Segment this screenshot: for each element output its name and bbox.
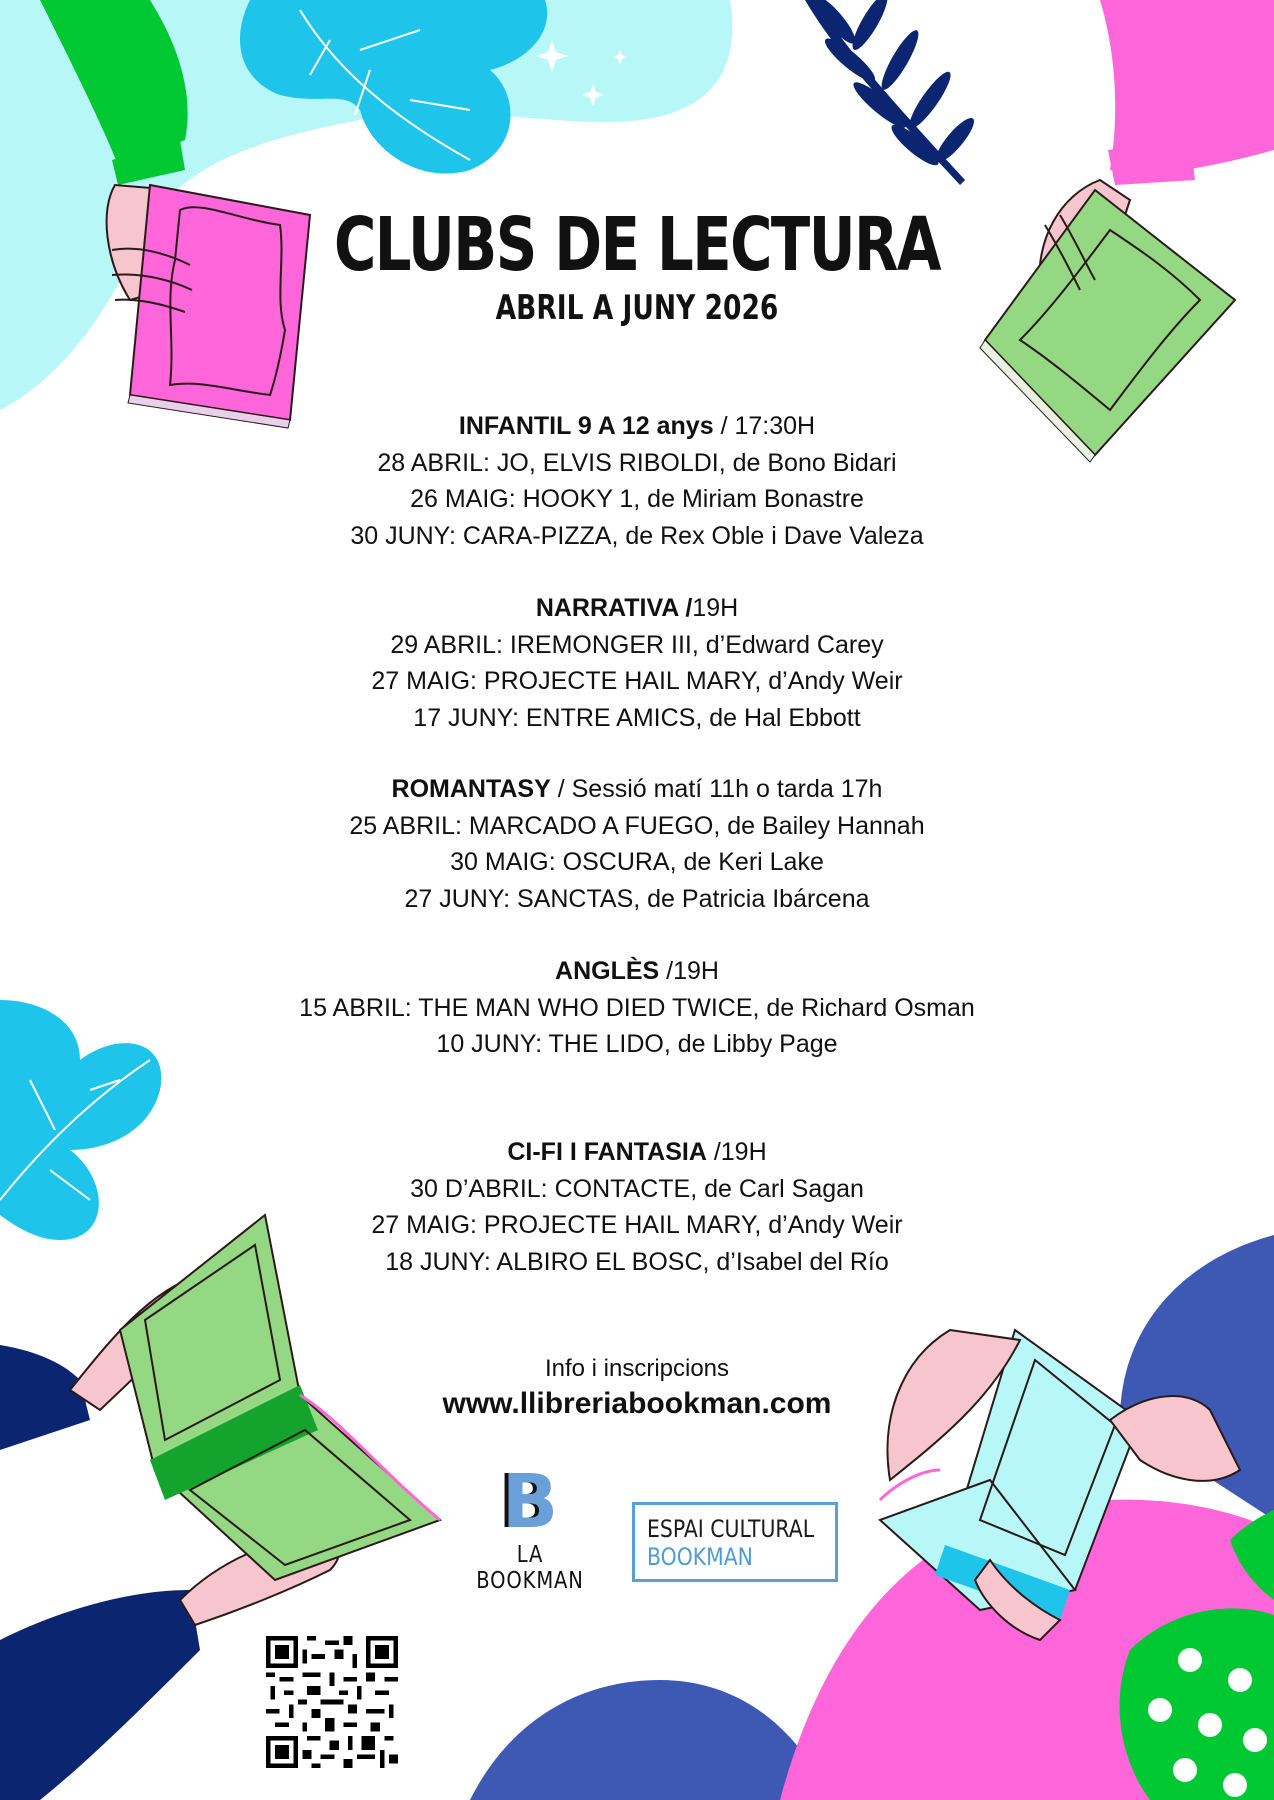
club-schedule: / Sessió matí 11h o tarda 17h [550,775,883,803]
club-schedule: /19H [659,957,719,985]
session-line: 27 JUNY: SANCTAS, de Patricia Ibárcena [404,884,870,913]
club-name: INFANTIL 9 A 12 anys [458,412,714,440]
club-schedule: /19H [706,1138,767,1166]
club-name: ANGLÈS [555,957,660,985]
session-line: 27 MAIG: PROJECTE HAIL MARY, d’Andy Weir [371,667,903,695]
club-schedule: 19H [692,594,739,622]
club-romantasy [0,771,1274,917]
session-line: 17 JUNY: ENTRE AMICS, de Hal Ebbott [413,703,861,732]
session-line: 18 JUNY: ALBIRO EL BOSC, d’Isabel del Río [385,1247,889,1276]
espai-line2: BOOKMAN [647,1543,753,1571]
club-narrativa [0,590,1274,736]
club-name: ROMANTASY [391,775,551,803]
espai-line1: ESPAI CULTURAL [647,1515,815,1543]
club-angles [0,953,1274,1063]
session-line: 30 JUNY: CARA-PIZZA, de Rex Oble i Dave Valeza [350,521,924,550]
session-line: 28 ABRIL: JO, ELVIS RIBOLDI, de Bono Bidari [377,448,897,477]
club-name: NARRATIVA / [535,594,693,622]
club-schedule: / 17:30H [713,412,816,440]
session-line: 10 JUNY: THE LIDO, de Libby Page [436,1030,838,1058]
page-subtitle: ABRIL A JUNY 2026 [495,288,779,328]
session-line: 27 MAIG: PROJECTE HAIL MARY, d’Andy Weir [371,1211,903,1239]
info-label: Info i inscripcions [544,1355,730,1382]
club-cifi-fantasia [0,1134,1274,1280]
bookman-mark: B [501,1459,559,1545]
session-line: 30 MAIG: OSCURA, de Keri Lake [450,848,824,876]
session-line: 29 ABRIL: IREMONGER III, d’Edward Carey [390,630,884,659]
royal-blue-blob-bottom [470,1680,830,1800]
bookman-name: LA BOOKMAN [476,1542,584,1594]
session-line: 30 D’ABRIL: CONTACTE, de Carl Sagan [410,1174,864,1203]
palm-leaf-icon [805,0,979,185]
session-line: 26 MAIG: HOOKY 1, de Miriam Bonastre [410,485,864,513]
session-line: 25 ABRIL: MARCADO A FUEGO, de Bailey Hannah [349,811,925,840]
leaf-icon [240,0,547,174]
la-bookman-logo [455,1459,605,1594]
club-infantil [0,408,1274,554]
session-line: 15 ABRIL: THE MAN WHO DIED TWICE, de Richard Osman [299,993,975,1022]
website-link[interactable]: www.llibreriabookman.com [442,1387,832,1420]
espai-cultural-logo [632,1502,838,1582]
club-name: CI-FI I FANTASIA [507,1138,707,1166]
qr-code-icon[interactable] [266,1636,398,1768]
page-title: CLUBS DE LECTURA [333,202,941,288]
